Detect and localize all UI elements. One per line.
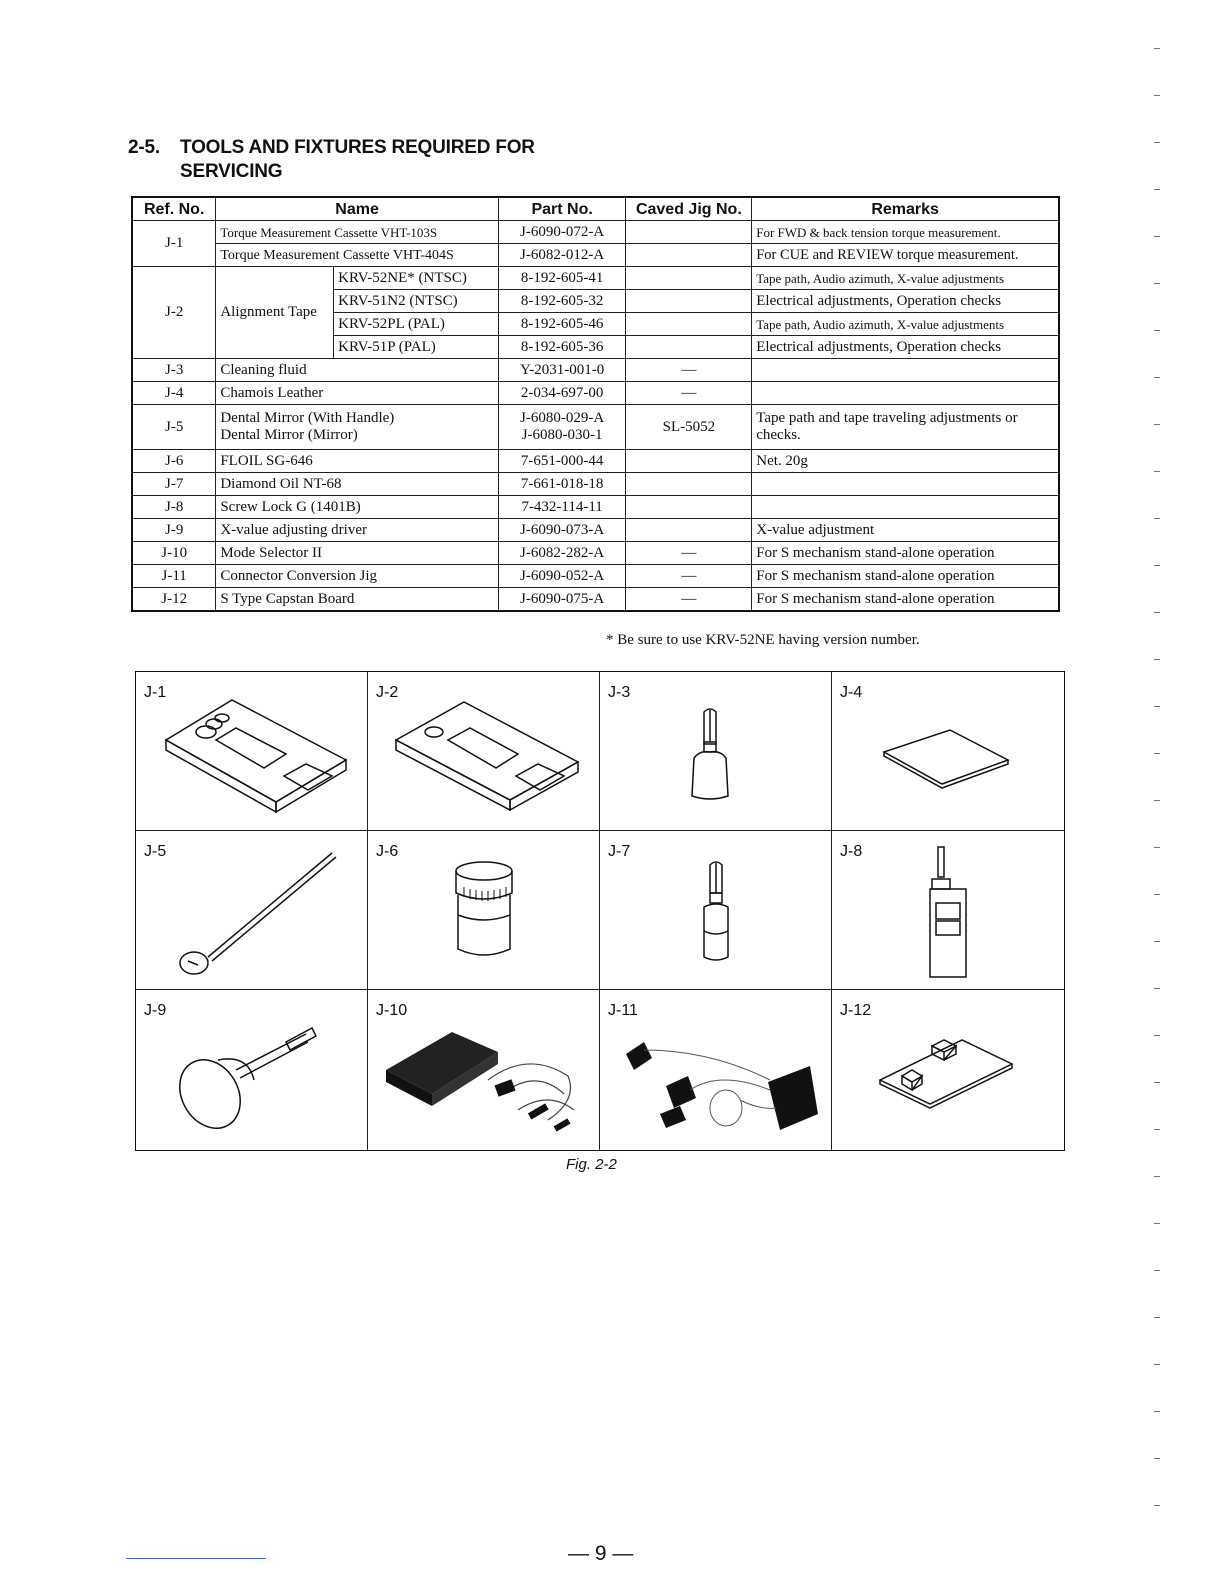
figure-label: J-6 bbox=[376, 843, 399, 860]
name-cell: FLOIL SG-646 bbox=[216, 450, 498, 473]
remarks-cell: For S mechanism stand-alone operation bbox=[752, 542, 1059, 565]
ref-cell: J-6 bbox=[132, 450, 216, 473]
jig-cell bbox=[626, 267, 752, 290]
remarks-cell: Tape path and tape traveling adjustments or checks. bbox=[752, 405, 1059, 450]
header-name: Name bbox=[216, 197, 498, 221]
figure-label: J-10 bbox=[376, 1002, 408, 1019]
mode-selector-icon bbox=[368, 990, 600, 1150]
figure-label: J-9 bbox=[144, 1002, 167, 1019]
table-row bbox=[132, 267, 1059, 290]
part-cell: J-6082-012-A bbox=[498, 244, 626, 267]
figure-label: J-5 bbox=[144, 843, 167, 860]
figure-cell-j4 bbox=[832, 672, 1064, 831]
jig-cell bbox=[626, 496, 752, 519]
ref-cell: J-5 bbox=[132, 405, 216, 450]
part-cell: 7-651-000-44 bbox=[498, 450, 626, 473]
remarks-cell: Tape path, Audio azimuth, X-value adjustments bbox=[752, 313, 1059, 336]
jig-cell bbox=[626, 336, 752, 359]
name-cell: Mode Selector II bbox=[216, 542, 498, 565]
table-row bbox=[132, 359, 1059, 382]
variant-cell: KRV-52NE* (NTSC) bbox=[334, 267, 499, 290]
table-row bbox=[132, 244, 1059, 267]
remarks-cell: Tape path, Audio azimuth, X-value adjustments bbox=[752, 267, 1059, 290]
table-row bbox=[132, 473, 1059, 496]
jig-cell bbox=[626, 519, 752, 542]
part-cell: J-6090-052-A bbox=[498, 565, 626, 588]
jig-cell: — bbox=[626, 565, 752, 588]
table-row bbox=[132, 565, 1059, 588]
page-number: — 9 — bbox=[568, 1542, 634, 1565]
remarks-cell bbox=[752, 382, 1059, 405]
header-part: Part No. bbox=[498, 197, 626, 221]
name-cell: Screw Lock G (1401B) bbox=[216, 496, 498, 519]
part-cell: J-6090-073-A bbox=[498, 519, 626, 542]
remarks-cell: Net. 20g bbox=[752, 450, 1059, 473]
part-line-1: J-6080-029-A bbox=[520, 410, 605, 426]
table-row bbox=[132, 588, 1059, 612]
table-row bbox=[132, 450, 1059, 473]
figure-cell-j8 bbox=[832, 831, 1064, 990]
name-cell: Connector Conversion Jig bbox=[216, 565, 498, 588]
tools-figure bbox=[135, 671, 1065, 1151]
variant-cell: KRV-52PL (PAL) bbox=[334, 313, 499, 336]
figure-cell-j1 bbox=[136, 672, 368, 831]
jig-cell: — bbox=[626, 588, 752, 612]
capstan-board-icon bbox=[832, 990, 1064, 1150]
ref-cell: J-1 bbox=[132, 221, 216, 267]
jig-cell: — bbox=[626, 359, 752, 382]
chamois-icon bbox=[832, 672, 1064, 831]
jig-cell bbox=[626, 290, 752, 313]
table-row bbox=[132, 496, 1059, 519]
remarks-cell: X-value adjustment bbox=[752, 519, 1059, 542]
figure-cell-j10 bbox=[368, 990, 600, 1150]
figure-label: J-7 bbox=[608, 843, 631, 860]
footnote: * Be sure to use KRV-52NE having version number. bbox=[606, 632, 920, 648]
jig-cell: — bbox=[626, 382, 752, 405]
part-cell: 8-192-605-36 bbox=[498, 336, 626, 359]
remarks-cell bbox=[752, 496, 1059, 519]
figure-cell-j3 bbox=[600, 672, 832, 831]
table-row bbox=[132, 519, 1059, 542]
header-ref: Ref. No. bbox=[132, 197, 216, 221]
part-cell: 2-034-697-00 bbox=[498, 382, 626, 405]
ref-cell: J-12 bbox=[132, 588, 216, 612]
figure-cell-j9 bbox=[136, 990, 368, 1150]
oil-bottle-icon bbox=[600, 831, 832, 990]
section-heading bbox=[128, 136, 535, 184]
cassette-icon bbox=[136, 672, 368, 831]
remarks-cell: For CUE and REVIEW torque measurement. bbox=[752, 244, 1059, 267]
section-title-line2: SERVICING bbox=[180, 161, 283, 182]
part-cell: 8-192-605-46 bbox=[498, 313, 626, 336]
ref-cell: J-2 bbox=[132, 267, 216, 359]
name-cell: Torque Measurement Cassette VHT-103S bbox=[216, 221, 498, 244]
name-cell bbox=[216, 405, 498, 450]
figure-label: J-2 bbox=[376, 684, 399, 701]
jig-cell: — bbox=[626, 542, 752, 565]
table-row bbox=[132, 405, 1059, 450]
connector-jig-icon bbox=[600, 990, 832, 1150]
ref-cell: J-10 bbox=[132, 542, 216, 565]
name-line-1: Dental Mirror (With Handle) bbox=[220, 410, 395, 426]
figure-label: J-8 bbox=[840, 843, 863, 860]
screw-lock-tube-icon bbox=[832, 831, 1064, 990]
figure-label: J-11 bbox=[608, 1002, 638, 1019]
part-cell: 7-432-114-11 bbox=[498, 496, 626, 519]
header-jig: Caved Jig No. bbox=[626, 197, 752, 221]
figure-label: J-4 bbox=[840, 684, 863, 701]
name-cell: Diamond Oil NT-68 bbox=[216, 473, 498, 496]
part-cell: 8-192-605-32 bbox=[498, 290, 626, 313]
oil-bottle-icon bbox=[600, 672, 832, 831]
part-cell: J-6090-072-A bbox=[498, 221, 626, 244]
remarks-cell bbox=[752, 473, 1059, 496]
figure-cell-j12 bbox=[832, 990, 1064, 1150]
figure-caption: Fig. 2-2 bbox=[566, 1156, 617, 1173]
grease-jar-icon bbox=[368, 831, 600, 990]
part-cell: Y-2031-001-0 bbox=[498, 359, 626, 382]
part-cell: 7-661-018-18 bbox=[498, 473, 626, 496]
figure-label: J-3 bbox=[608, 684, 631, 701]
ref-cell: J-3 bbox=[132, 359, 216, 382]
footer-rule bbox=[126, 1558, 266, 1559]
cassette-icon bbox=[368, 672, 600, 831]
name-cell: Torque Measurement Cassette VHT-404S bbox=[216, 244, 498, 267]
remarks-cell: Electrical adjustments, Operation checks bbox=[752, 290, 1059, 313]
figure-cell-j2 bbox=[368, 672, 600, 831]
jig-cell bbox=[626, 473, 752, 496]
margin-tick-marks bbox=[1154, 0, 1164, 1584]
jig-cell bbox=[626, 450, 752, 473]
name-line-2: Dental Mirror (Mirror) bbox=[220, 427, 358, 443]
name-cell: Alignment Tape bbox=[216, 267, 334, 359]
name-cell: X-value adjusting driver bbox=[216, 519, 498, 542]
remarks-cell: For FWD & back tension torque measurement. bbox=[752, 221, 1059, 244]
variant-cell: KRV-51P (PAL) bbox=[334, 336, 499, 359]
jig-cell bbox=[626, 313, 752, 336]
remarks-cell bbox=[752, 359, 1059, 382]
part-line-2: J-6080-030-1 bbox=[521, 427, 603, 443]
header-remarks: Remarks bbox=[752, 197, 1059, 221]
variant-cell: KRV-51N2 (NTSC) bbox=[334, 290, 499, 313]
remarks-cell: For S mechanism stand-alone operation bbox=[752, 588, 1059, 612]
section-title-line1: TOOLS AND FIXTURES REQUIRED FOR bbox=[180, 137, 535, 158]
part-cell bbox=[498, 405, 626, 450]
ref-cell: J-7 bbox=[132, 473, 216, 496]
name-cell: S Type Capstan Board bbox=[216, 588, 498, 612]
remarks-cell: Electrical adjustments, Operation checks bbox=[752, 336, 1059, 359]
name-cell: Chamois Leather bbox=[216, 382, 498, 405]
jig-cell bbox=[626, 221, 752, 244]
remarks-cell: For S mechanism stand-alone operation bbox=[752, 565, 1059, 588]
section-number: 2-5. bbox=[128, 137, 160, 158]
adjusting-driver-icon bbox=[136, 990, 368, 1150]
tools-table bbox=[131, 196, 1060, 612]
ref-cell: J-9 bbox=[132, 519, 216, 542]
table-header-row bbox=[132, 197, 1059, 221]
jig-cell: SL-5052 bbox=[626, 405, 752, 450]
figure-label: J-12 bbox=[840, 1002, 872, 1019]
table-row bbox=[132, 221, 1059, 244]
part-cell: J-6082-282-A bbox=[498, 542, 626, 565]
figure-label: J-1 bbox=[144, 684, 167, 701]
ref-cell: J-4 bbox=[132, 382, 216, 405]
part-cell: J-6090-075-A bbox=[498, 588, 626, 612]
table-row bbox=[132, 382, 1059, 405]
figure-cell-j6 bbox=[368, 831, 600, 990]
table-row bbox=[132, 542, 1059, 565]
ref-cell: J-11 bbox=[132, 565, 216, 588]
figure-cell-j11 bbox=[600, 990, 832, 1150]
name-cell: Cleaning fluid bbox=[216, 359, 498, 382]
part-cell: 8-192-605-41 bbox=[498, 267, 626, 290]
dental-mirror-icon bbox=[136, 831, 368, 990]
ref-cell: J-8 bbox=[132, 496, 216, 519]
jig-cell bbox=[626, 244, 752, 267]
figure-cell-j5 bbox=[136, 831, 368, 990]
figure-cell-j7 bbox=[600, 831, 832, 990]
